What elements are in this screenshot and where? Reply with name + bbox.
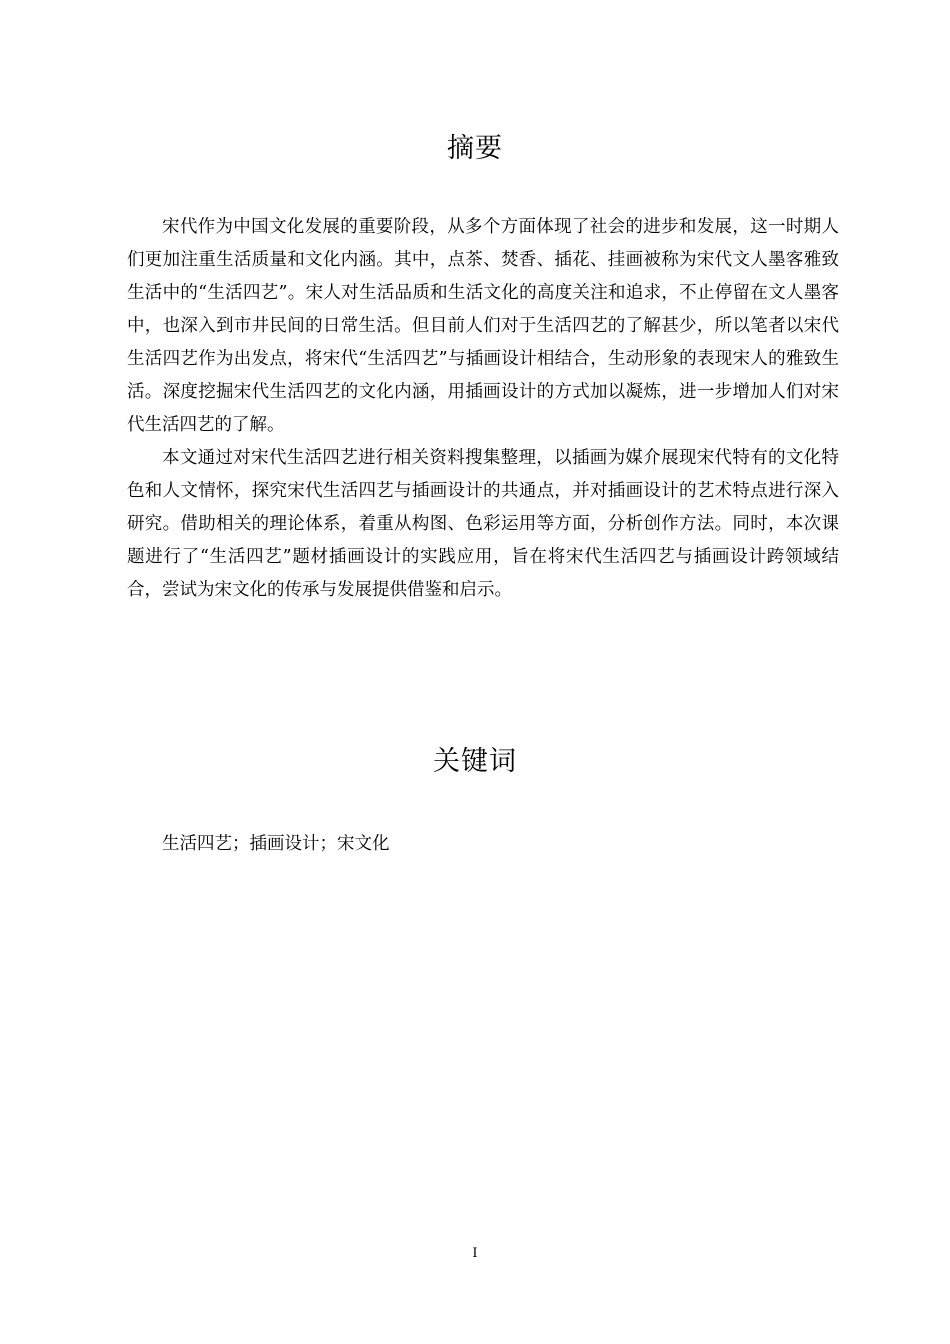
abstract-paragraph-1: 宋代作为中国文化发展的重要阶段，从多个方面体现了社会的进步和发展，这一时期人们更加注重生活质量和文化内涵。其中，点茶、焚香、插花、挂画被称为宋代文人墨客雅致生活中的“生活四艺”。宋人对生活品质和生活文化的高度关注和追求，不止停留在文人墨客中，也深入到市井民间的日常生活。但目前人们对于生活四艺的了解甚少，所以笔者以宋代生活四艺作为出发点，将宋代“生活四艺”与插画设计相结合，生动形象的表现宋人的雅致生活。深度挖掘宋代生活四艺的文化内涵，用插画设计的方式加以凝炼，进一步增加人们对宋代生活四艺的了解。	[127, 217, 839, 435]
abstract-paragraph-2: 本文通过对宋代生活四艺进行相关资料搜集整理，以插画为媒介展现宋代特有的文化特色和人文情怀，探究宋代生活四艺与插画设计的共通点，并对插画设计的艺术特点进行深入研究。借助相关的理论体系，着重从构图、色彩运用等方面，分析创作方法。同时，本次课题进行了“生活四艺”题材插画设计的实践应用，旨在将宋代生活四艺与插画设计跨领域结合，尝试为宋文化的传承与发展提供借鉴和启示。	[127, 448, 839, 600]
abstract-heading: 摘要	[447, 133, 503, 164]
page-number: I	[472, 1246, 478, 1261]
keywords-text: 生活四艺；插画设计；宋文化	[162, 834, 390, 854]
keywords-heading: 关键词	[433, 746, 517, 777]
abstract-body	[127, 211, 839, 607]
